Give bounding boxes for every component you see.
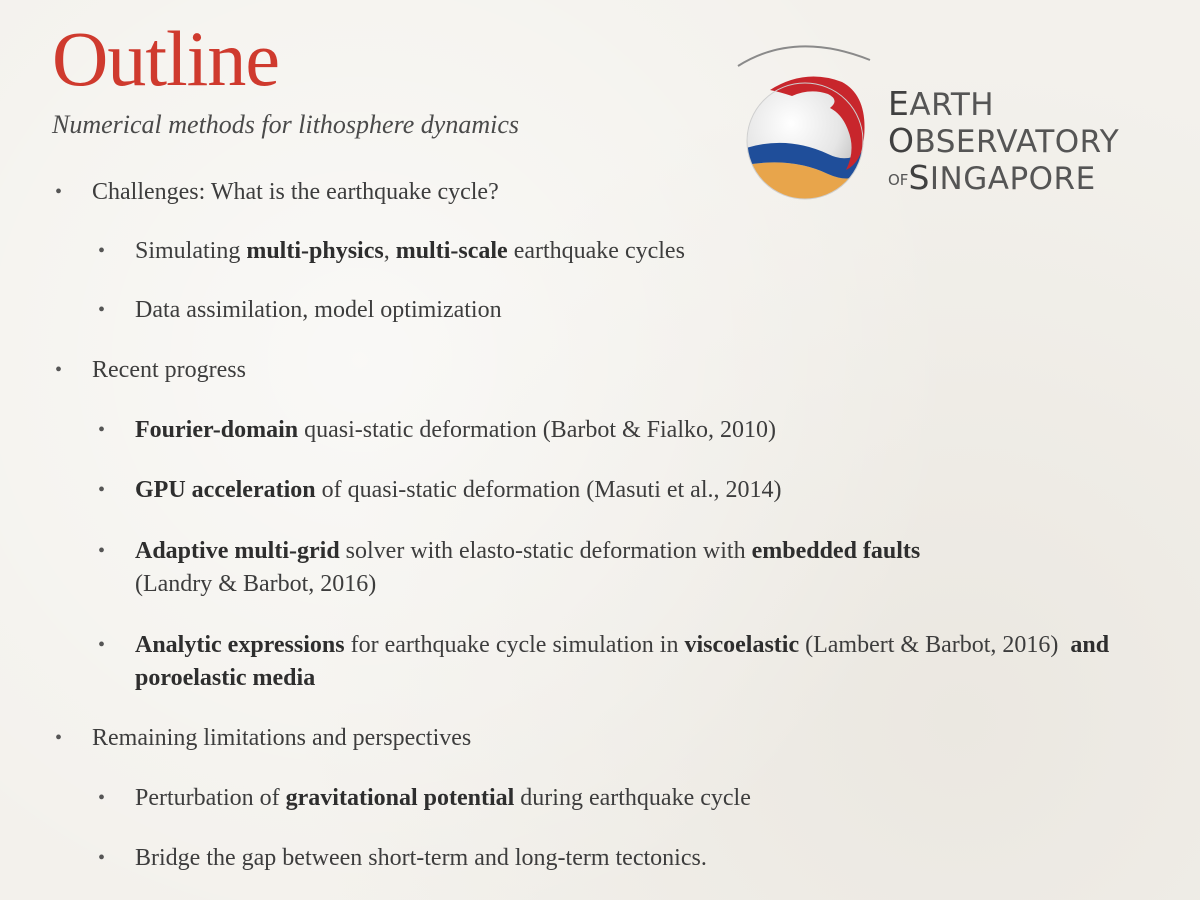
- bullet-dot: •: [55, 181, 63, 203]
- bullet-dot: •: [98, 634, 106, 656]
- logo-line-observatory: OBSERVATORY: [888, 121, 1120, 160]
- bullet-dot: •: [98, 787, 106, 809]
- bullet-analytic-expressions: • Analytic expressions for earthquake cycle simulation in viscoelastic (Lambert & Barbot, 2016) and poroelastic media: [135, 629, 1155, 695]
- bullet-dot: •: [98, 419, 106, 441]
- bullet-gravitational-potential: • Perturbation of gravitational potential during earthquake cycle: [135, 782, 1155, 815]
- bullet-data-assimilation: • Data assimilation, model optimization: [135, 294, 1155, 327]
- bullet-dot: •: [98, 847, 106, 869]
- bullet-adaptive-multigrid: • Adaptive multi-grid solver with elasto-static deformation with embedded faults (Landry & Barbot, 2016): [135, 535, 1155, 601]
- bullet-multi-physics: • Simulating multi-physics, multi-scale earthquake cycles: [135, 235, 1155, 268]
- bullet-dot: •: [98, 240, 106, 262]
- bullet-fourier-domain: • Fourier-domain quasi-static deformation (Barbot & Fialko, 2010): [135, 414, 1155, 447]
- bullet-dot: •: [98, 299, 106, 321]
- bullet-remaining-limitations: • Remaining limitations and perspectives: [92, 722, 471, 755]
- bullet-dot: •: [98, 540, 106, 562]
- bullet-recent-progress: • Recent progress: [92, 354, 246, 387]
- bullet-bridge-gap: • Bridge the gap between short-term and long-term tectonics.: [135, 842, 1155, 875]
- bullet-gpu-acceleration: • GPU acceleration of quasi-static deformation (Masuti et al., 2014): [135, 474, 1155, 507]
- bullet-dot: •: [55, 727, 63, 749]
- logo-line-singapore: $^{OF}$SINGAPORE: [888, 158, 1096, 197]
- bullet-challenges: • Challenges: What is the earthquake cycle?: [92, 176, 499, 209]
- slide-title: Outline: [52, 15, 279, 102]
- slide-subtitle: Numerical methods for lithosphere dynamics: [52, 110, 519, 139]
- bullet-dot: •: [98, 479, 106, 501]
- bullet-dot: •: [55, 359, 63, 381]
- logo-line-earth: EARTH: [888, 84, 995, 123]
